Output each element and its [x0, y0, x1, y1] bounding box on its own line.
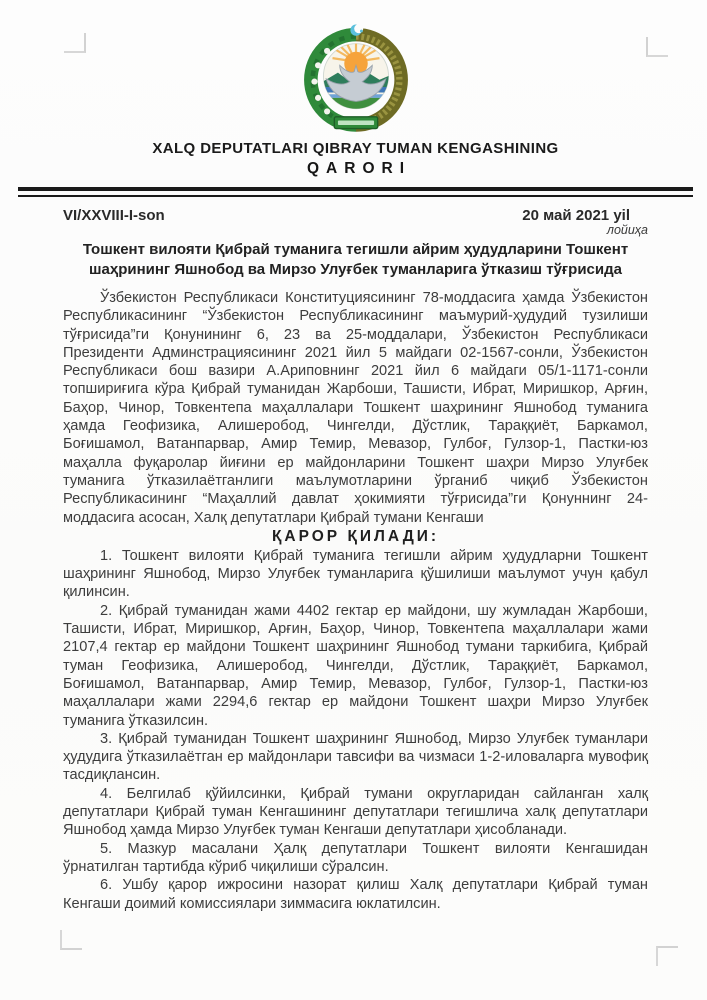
document-title: Тошкент вилояти Қибрай туманига тегишли айрим ҳудудларини Тошкент шаҳрининг Яшнобод ва Мирзо Улуғбек туманларига ўтказиш тўғрисида	[82, 241, 629, 278]
resolution-item-4: 4. Белгилаб қўйилсинки, Қибрай тумани округларидан сайланган халқ депутатлари Қибрай туман Кенгашининг депутатлари тегишлича халқ депутатлари Яшнобод ҳамда Мирзо Улуғбек туман Кенгаши депутатлари ҳисобланади.	[63, 785, 648, 839]
document-content	[63, 0, 648, 913]
header-divider-rule	[18, 187, 693, 197]
resolution-item-5: 5. Мазкур масалани Ҳалқ депутатлари Тошкент вилояти Кенгашидан ўрнатилган тартибда кўриб чиқилиши сўралсин.	[63, 840, 648, 875]
uzbekistan-emblem-icon	[295, 22, 417, 134]
resolution-item-6: 6. Ушбу қарор ижросини назорат қилиш Халқ депутатлари Қибрай туман Кенгаши доимий комиссиялари зиммасига юклатилсин.	[63, 877, 648, 912]
scan-corner-mark-top-right	[646, 37, 668, 57]
resolution-item-3: 3. Қибрай туманидан Тошкент шаҳрининг Яшнобод, Мирзо Улуғбек туманлари ҳудудига ўтказилаётган ер майдонлари тавсифи ва чизмаси 1-2-иловаларга мувофиқ тасдиқлансин.	[63, 730, 648, 784]
document-date: 20 май 2021 yil	[522, 207, 630, 224]
scan-corner-mark-bottom-right	[656, 946, 678, 966]
organization-name: XALQ DEPUTATLARI QIBRAY TUMAN KENGASHINING	[152, 140, 559, 157]
resolution-item-2: 2. Қибрай туманидан жами 4402 гектар ер майдони, шу жумладан Жарбоши, Ташисти, Ибрат, Миришкор, Арғин, Баҳор, Чинор, Товкентепа маҳаллалари жами 2107,4 гектар ер майдони Тошкент шаҳрининг Яшнобод тумани таркибига, Қибрай туман Геофизика, Алишеробод, Чингелди, Дўстлик, Тараққиёт, Баркамол, Боғишамол, Ватанпарвар, Амир Темир, Мевазор, Гулбоғ, Гулзор-1, Пастки-юз маҳаллалари жами 2294,6 гектар ер майдони Тошкент шаҳри Мирзо Улуғбек туманига ўтказилсин.	[63, 602, 648, 729]
resolution-item-1: 1. Тошкент вилояти Қибрай туманига тегишли айрим ҳудудларни Тошкент шаҳрининг Яшнобод, Мирзо Улуғбек туманларига қўшилиши маълумот учун қабул қилинсин.	[63, 547, 648, 601]
document-type-heading: QARORI	[307, 160, 411, 177]
resolution-heading: ҚАРОР ҚИЛАДИ:	[271, 527, 440, 545]
draft-label: лойиҳа	[606, 223, 648, 237]
scan-corner-mark-bottom-left	[60, 930, 82, 950]
document-meta-row	[63, 207, 648, 224]
intro-paragraph: Ўзбекистон Республикаси Конституциясининг 78-моддасига ҳамда Ўзбекистон Республикасининг “Ўзбекистон Республикасининг маъмурий-ҳудудий тузилиши тўғрисида”ги Қонунининг 6, 23 ва 25-моддалари, Ўзбекистон Республикаси Президенти Админстрациясининг 2021 йил 5 майдаги 02-1567-сонли, Ўзбекистон Республикаси бош вазири А.Ариповнинг 2021 йил 6 майдаги 05/1-1171-сонли топшириғига кўра Қибрай туманидан Жарбоши, Ташисти, Ибрат, Миришкор, Арғин, Баҳор, Чинор, Товкентепа маҳаллалари Тошкент шаҳрининг Яшнобод туманига ҳамда Геофизика, Алишеробод, Чингелди, Дўстлик, Тараққиёт, Баркамол, Боғишамол, Ватанпарвар, Амир Темир, Мевазор, Гулбоғ, Гулзор-1, Пастки-юз маҳалла фуқаролар йиғини ер майдонларини Тошкент шаҳри Мирзо Улуғбек туманига ўтказилаётганлиги маълумотларини ўрганиб чиқиб Ўзбекистон Республикасининг “Маҳаллий давлат ҳокимияти тўғрисида”ги Қонуннинг 24-моддасига асосан, Халқ депутатлари Қибрай тумани Кенгаши	[63, 290, 648, 526]
document-number: VI/XXVIII-I-son	[63, 207, 165, 224]
